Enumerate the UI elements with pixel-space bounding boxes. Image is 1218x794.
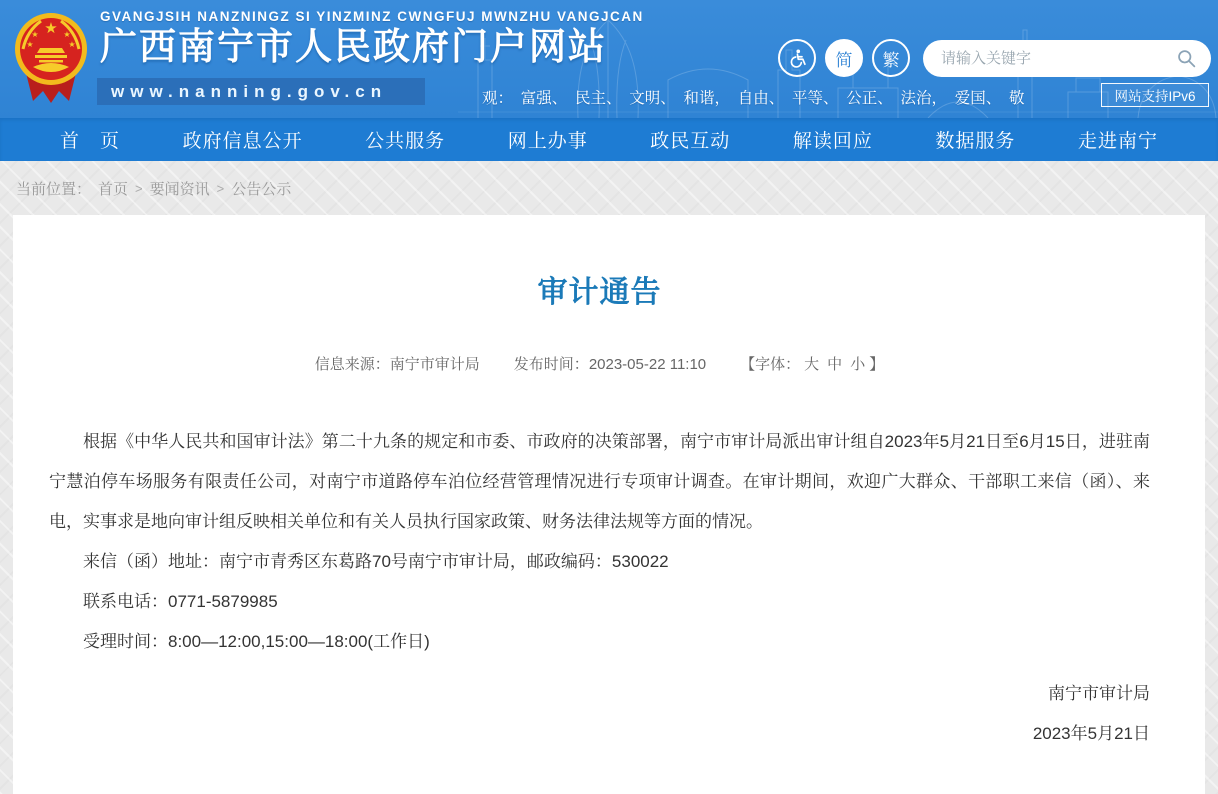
site-brand [100,9,644,69]
font-size-large-button[interactable]: 大 [804,356,820,373]
article-meta [49,353,1150,374]
core-values-marquee: 观： 富强、 民主、 文明、 和谐， 自由、 平等、 公正、 法治， 爱国、 敬 [482,90,1025,107]
svg-text:★: ★ [63,30,71,39]
article-paragraph-phone: 联系电话：0771-5879985 [83,592,278,611]
svg-text:★: ★ [68,40,76,49]
meta-time-label: 发布时间： [513,356,589,373]
search-input[interactable] [923,50,1211,67]
font-size-control [740,353,884,374]
site-header [0,0,1218,118]
article-body [49,422,1150,662]
signature-org: 南宁市审计局 [1048,684,1150,703]
breadcrumb-label: 当前位置： [16,180,92,198]
accessibility-icon [787,48,807,68]
font-size-prefix: 【字体： [740,356,801,373]
article-card [13,215,1205,794]
breadcrumb-news[interactable]: 要闻资讯 [149,180,210,198]
svg-text:★: ★ [26,40,34,49]
meta-source-label: 信息来源： [314,356,390,373]
signature-date: 2023年5月21日 [1032,724,1150,743]
breadcrumb-separator: > [135,180,143,196]
nav-item-interaction[interactable]: 政民互动 [650,131,731,152]
meta-publish-time [514,353,706,374]
svg-text:★: ★ [44,20,58,37]
article-signature [49,674,1150,754]
article-paragraph-address: 来信（函）地址：南宁市青秀区东葛路70号南宁市审计局，邮政编码：530022 [83,552,669,571]
site-title[interactable]: 广西南宁市人民政府门户网站 [100,26,607,67]
breadcrumb-separator: > [216,180,225,196]
accessibility-button[interactable] [778,39,816,77]
nav-item-interpretation[interactable]: 解读回应 [792,131,873,152]
font-size-suffix: 】 [869,356,885,373]
nav-item-gov-info[interactable]: 政府信息公开 [182,131,303,152]
nav-item-about-nanning[interactable]: 走进南宁 [1077,131,1158,152]
zhuang-title: GVANGJSIH NANZNINGZ SI YINZMINZ CWNGFUJ MWNZHU VANGJCAN [100,9,644,24]
nav-item-public-services[interactable]: 公共服务 [365,131,446,152]
nav-item-online-services[interactable]: 网上办事 [507,131,588,152]
main-navigation [0,118,1218,161]
nav-item-home[interactable]: 首 页 [60,131,121,152]
meta-time-value: 2023-05-22 11:10 [588,356,707,373]
breadcrumb-bar [0,161,1218,215]
font-size-small-button[interactable]: 小 [850,356,866,373]
national-emblem [13,9,89,109]
breadcrumb-home[interactable]: 首页 [98,180,129,198]
search-icon[interactable] [1176,48,1197,69]
ipv6-support-badge[interactable]: 网站支持IPv6 [1101,83,1209,107]
breadcrumb [16,178,291,199]
svg-text:★: ★ [31,30,39,39]
article-title: 审计通告 [537,276,662,309]
article-paragraph-hours: 受理时间：8:00—12:00,15:00—18:00(工作日) [83,632,430,651]
site-url-strip [97,78,425,105]
meta-source-value: 南宁市审计局 [389,356,480,373]
article-paragraph: 根据《中华人民共和国审计法》第二十九条的规定和市委、市政府的决策部署，南宁市审计局派出审计组自2023年5月21日至6月15日，进驻南宁慧泊停车场服务有限责任公司，对南宁市道路停车泊位经营管理情况进行专项审计调查。在审计期间，欢迎广大群众、干部职工来信（函）、来电，实事求是地向审计组反映相关单位和有关人员执行国家政策、财务法律法规等方面的情况。 [49,432,1150,531]
meta-source [315,353,480,374]
font-size-medium-button[interactable]: 中 [827,356,843,373]
nav-item-data-services[interactable]: 数据服务 [935,131,1016,152]
search-box [923,40,1211,77]
header-tools [778,39,1211,77]
traditional-chinese-button[interactable]: 繁 [872,39,910,77]
site-url[interactable]: www.nanning.gov.cn [111,81,388,101]
breadcrumb-announcements[interactable]: 公告公示 [231,180,292,198]
simplified-chinese-button[interactable]: 简 [825,39,863,77]
